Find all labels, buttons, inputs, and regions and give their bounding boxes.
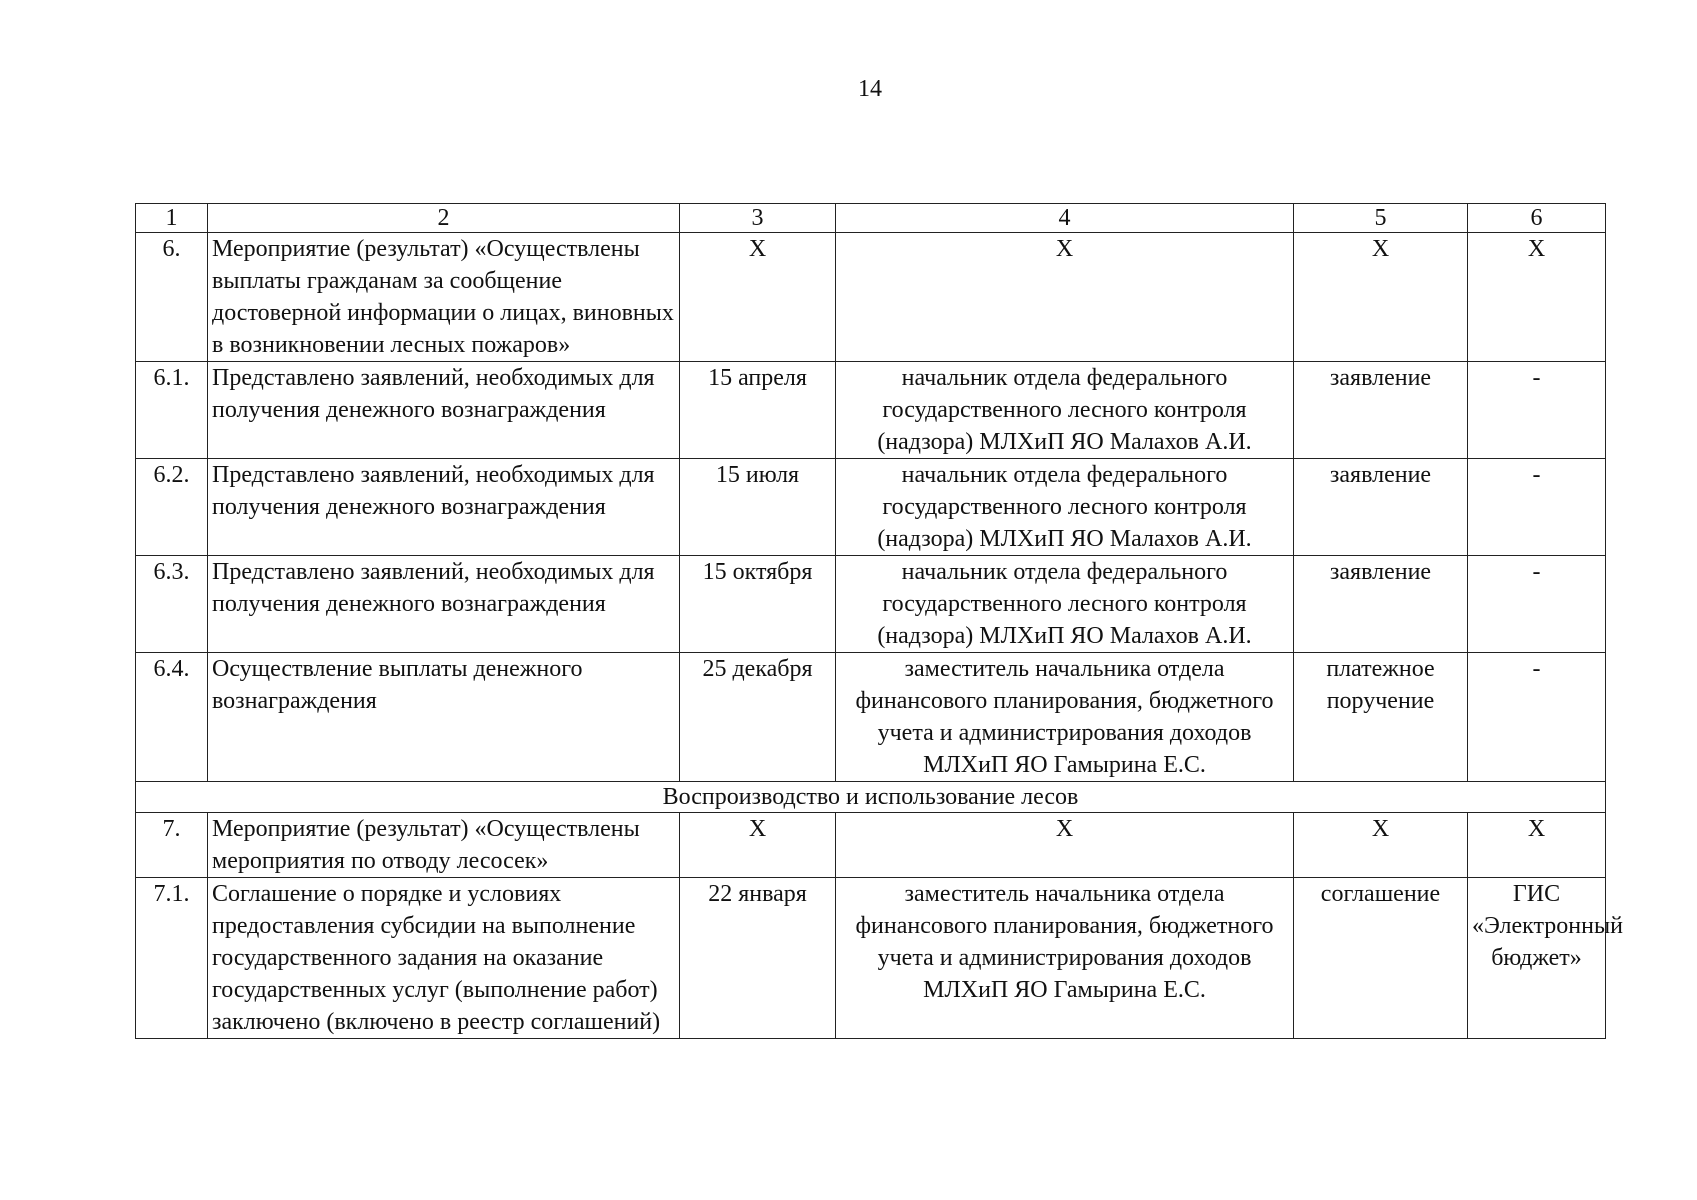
row-description: Мероприятие (результат) «Осуществлены мероприятия по отводу лесосек» bbox=[208, 813, 680, 878]
row-responsible: заместитель начальника отдела финансового планирования, бюджетного учета и администрирования доходов МЛХиП ЯО Гамырина Е.С. bbox=[836, 878, 1294, 1039]
section-title: Воспроизводство и использование лесов bbox=[136, 782, 1606, 813]
row-system: - bbox=[1468, 556, 1606, 653]
row-date: Х bbox=[680, 233, 836, 362]
row-responsible: начальник отдела федерального государственного лесного контроля (надзора) МЛХиП ЯО Малахов А.И. bbox=[836, 556, 1294, 653]
table-row bbox=[136, 878, 1606, 1039]
row-responsible: Х bbox=[836, 233, 1294, 362]
plan-table bbox=[135, 203, 1623, 1039]
table-row bbox=[136, 362, 1606, 459]
row-date: 25 декабря bbox=[680, 653, 836, 782]
header-cell: 3 bbox=[680, 204, 836, 233]
row-description: Мероприятие (результат) «Осуществлены выплаты гражданам за сообщение достоверной информации о лицах, виновных в возникновении лесных пожаров» bbox=[208, 233, 680, 362]
header-cell: 1 bbox=[136, 204, 208, 233]
row-description: Соглашение о порядке и условиях предоставления субсидии на выполнение государственного задания на оказание государственных услуг (выполнение работ) заключено (включено в реестр соглашений) bbox=[208, 878, 680, 1039]
row-date: 15 апреля bbox=[680, 362, 836, 459]
row-responsible: заместитель начальника отдела финансового планирования, бюджетного учета и администрирования доходов МЛХиП ЯО Гамырина Е.С. bbox=[836, 653, 1294, 782]
section-row bbox=[136, 782, 1606, 813]
row-document: Х bbox=[1294, 813, 1468, 878]
row-system: - bbox=[1468, 362, 1606, 459]
row-document: соглашение bbox=[1294, 878, 1468, 1039]
row-document: платежное поручение bbox=[1294, 653, 1468, 782]
row-system: ГИС «Электронный бюджет» bbox=[1468, 878, 1606, 1039]
row-number: 6. bbox=[136, 233, 208, 362]
row-document: заявление bbox=[1294, 459, 1468, 556]
row-date: Х bbox=[680, 813, 836, 878]
row-number: 6.1. bbox=[136, 362, 208, 459]
row-document: Х bbox=[1294, 233, 1468, 362]
header-cell: 6 bbox=[1468, 204, 1606, 233]
row-document: заявление bbox=[1294, 556, 1468, 653]
row-system: - bbox=[1468, 653, 1606, 782]
row-system: Х bbox=[1468, 813, 1606, 878]
row-description: Представлено заявлений, необходимых для получения денежного вознаграждения bbox=[208, 459, 680, 556]
row-number: 6.2. bbox=[136, 459, 208, 556]
header-cell: 2 bbox=[208, 204, 680, 233]
row-date: 15 июля bbox=[680, 459, 836, 556]
row-responsible: начальник отдела федерального государственного лесного контроля (надзора) МЛХиП ЯО Малахов А.И. bbox=[836, 362, 1294, 459]
table-row bbox=[136, 653, 1606, 782]
row-description: Осуществление выплаты денежного вознаграждения bbox=[208, 653, 680, 782]
row-description: Представлено заявлений, необходимых для получения денежного вознаграждения bbox=[208, 362, 680, 459]
table-row bbox=[136, 459, 1606, 556]
row-date: 22 января bbox=[680, 878, 836, 1039]
row-responsible: начальник отдела федерального государственного лесного контроля (надзора) МЛХиП ЯО Малахов А.И. bbox=[836, 459, 1294, 556]
row-document: заявление bbox=[1294, 362, 1468, 459]
row-number: 6.3. bbox=[136, 556, 208, 653]
table-row bbox=[136, 233, 1606, 362]
row-system: - bbox=[1468, 459, 1606, 556]
row-number: 7.1. bbox=[136, 878, 208, 1039]
page-number: 14 bbox=[858, 76, 882, 102]
row-number: 6.4. bbox=[136, 653, 208, 782]
row-responsible: Х bbox=[836, 813, 1294, 878]
row-description: Представлено заявлений, необходимых для получения денежного вознаграждения bbox=[208, 556, 680, 653]
row-date: 15 октября bbox=[680, 556, 836, 653]
header-cell: 5 bbox=[1294, 204, 1468, 233]
table-row bbox=[136, 556, 1606, 653]
row-number: 7. bbox=[136, 813, 208, 878]
row-system: Х bbox=[1468, 233, 1606, 362]
table-row bbox=[136, 813, 1606, 878]
header-cell: 4 bbox=[836, 204, 1294, 233]
header-row bbox=[136, 204, 1606, 233]
